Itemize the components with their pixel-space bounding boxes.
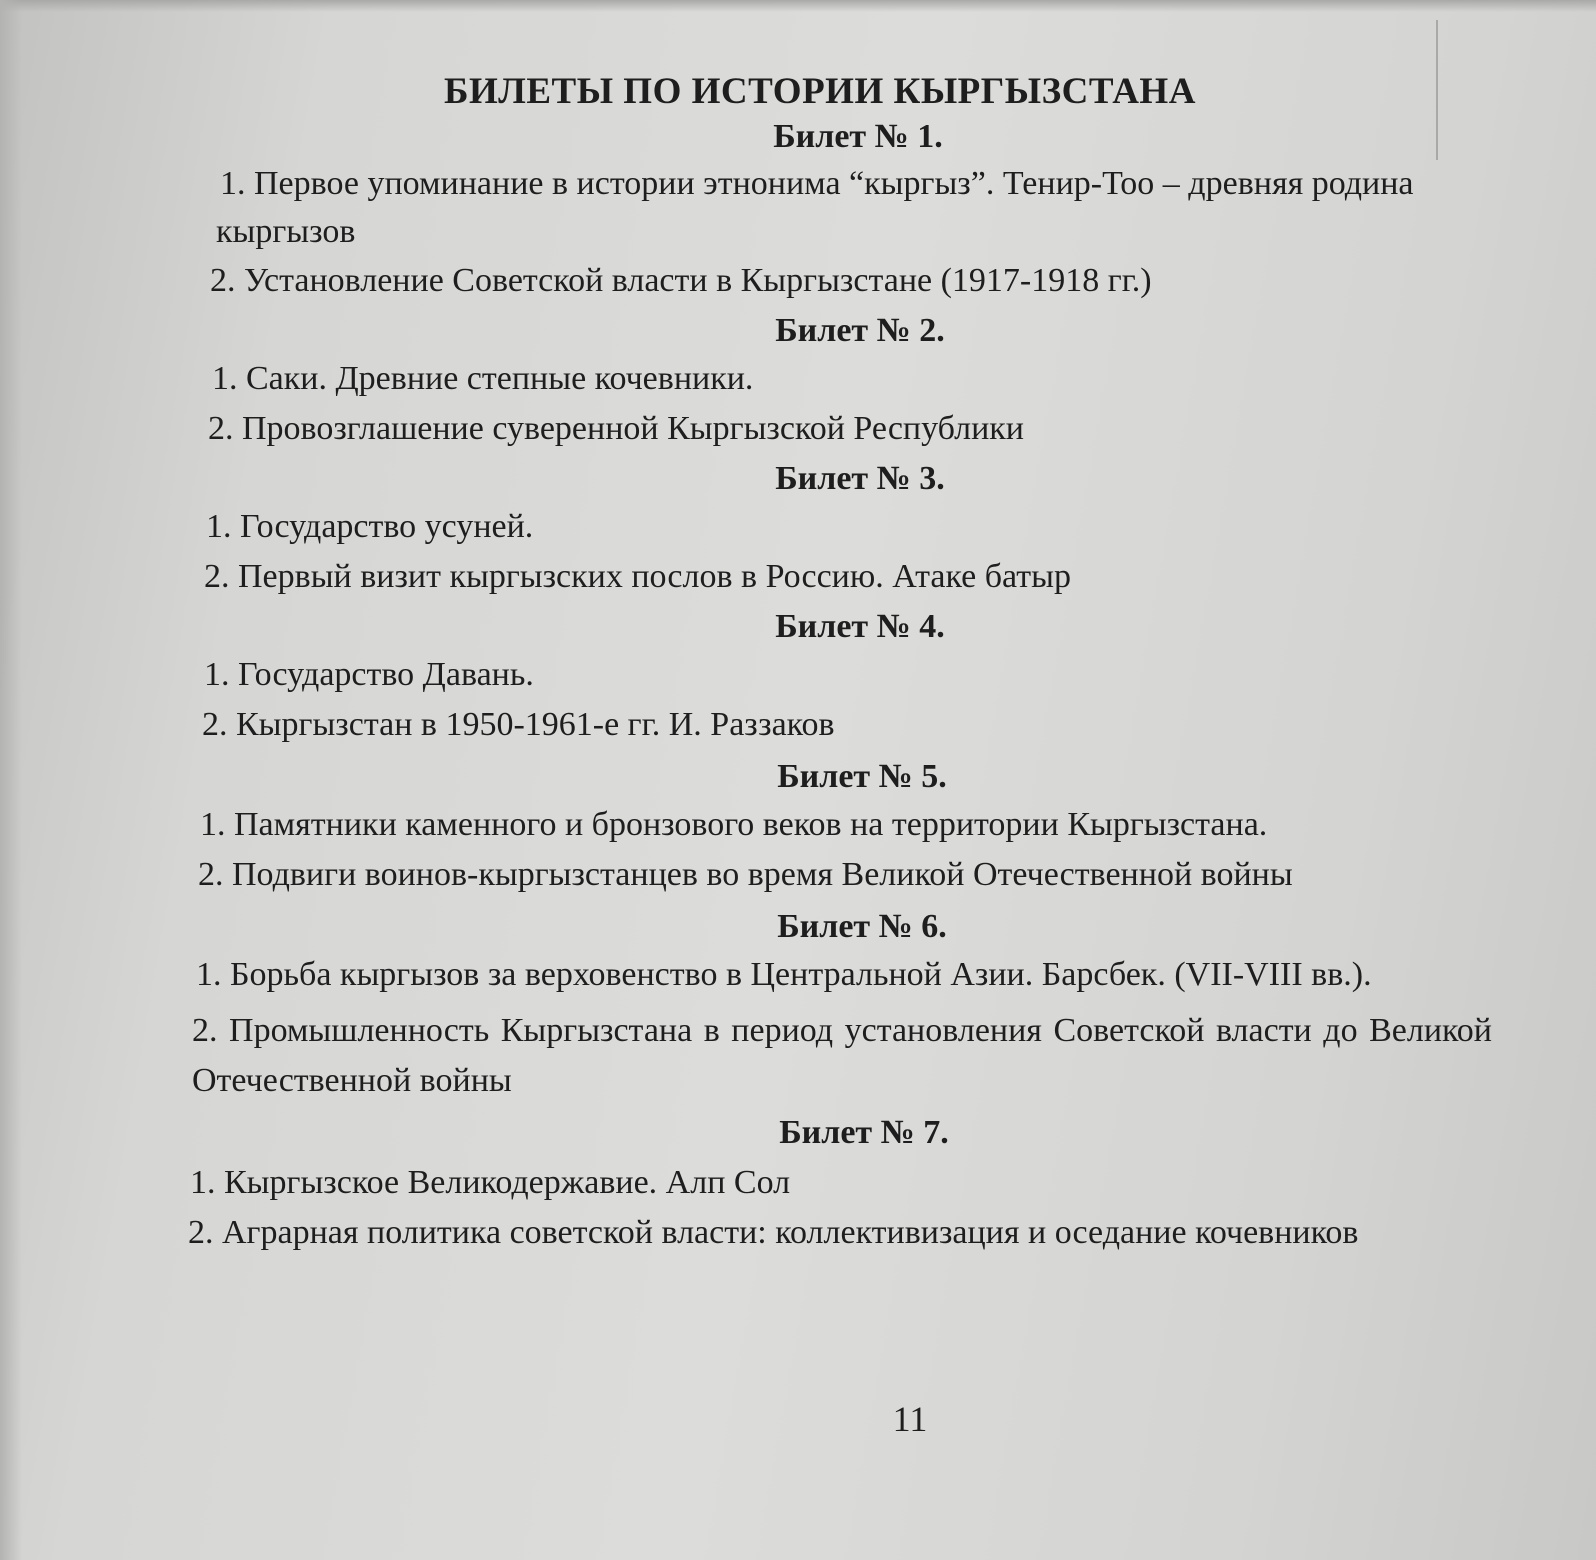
ticket-1-question-2: 2. Установление Советской власти в Кыргызстане (1917-1918 гг.)	[210, 262, 1152, 299]
ticket-6-question-2: 2. Промышленность Кыргызстана в период установления Советской власти до Великой Отечественной войны	[192, 1012, 1492, 1099]
ticket-6-question-1: 1. Борьба кыргызов за верховенство в Центральной Азии. Барсбек. (VII-VIII вв.).	[196, 956, 1372, 993]
ticket-1-heading: Билет № 1.	[773, 118, 943, 155]
ticket-5-question-2: 2. Подвиги воинов-кыргызстанцев во время Великой Отечественной войны	[198, 856, 1293, 893]
ticket-5-heading: Билет № 5.	[777, 758, 947, 795]
ticket-3-question-2: 2. Первый визит кыргызских послов в Россию. Атаке батыр	[204, 558, 1071, 595]
ticket-2-heading: Билет № 2.	[775, 312, 945, 349]
ticket-7-question-1: 1. Кыргызское Великодержавие. Алп Сол	[190, 1164, 791, 1201]
ticket-7-question-2: 2. Аграрная политика советской власти: коллективизация и оседание кочевников	[188, 1214, 1359, 1251]
ticket-7-heading: Билет № 7.	[779, 1114, 949, 1151]
page-number: 11	[892, 1399, 928, 1439]
ticket-1-question-1: 1. Первое упоминание в истории этнонима “кыргыз”. Тенир-Тоо – древняя родина кыргызов	[216, 165, 1414, 250]
ticket-6-heading: Билет № 6.	[777, 908, 947, 945]
ticket-4-question-1: 1. Государство Давань.	[204, 656, 534, 693]
ticket-4-heading: Билет № 4.	[775, 608, 945, 645]
ticket-4-question-2: 2. Кыргызстан в 1950-1961-е гг. И. Раззаков	[202, 706, 835, 743]
ticket-3-heading: Билет № 3.	[775, 460, 945, 497]
ticket-5-question-1: 1. Памятники каменного и бронзового веков на территории Кыргызстана.	[200, 806, 1268, 843]
document-title: БИЛЕТЫ ПО ИСТОРИИ КЫРГЫЗСТАНА	[444, 71, 1196, 112]
ticket-2-question-1: 1. Саки. Древние степные кочевники.	[212, 360, 754, 397]
ticket-3-question-1: 1. Государство усуней.	[206, 508, 534, 545]
ticket-2-question-2: 2. Провозглашение суверенной Кыргызской Республики	[208, 410, 1024, 447]
